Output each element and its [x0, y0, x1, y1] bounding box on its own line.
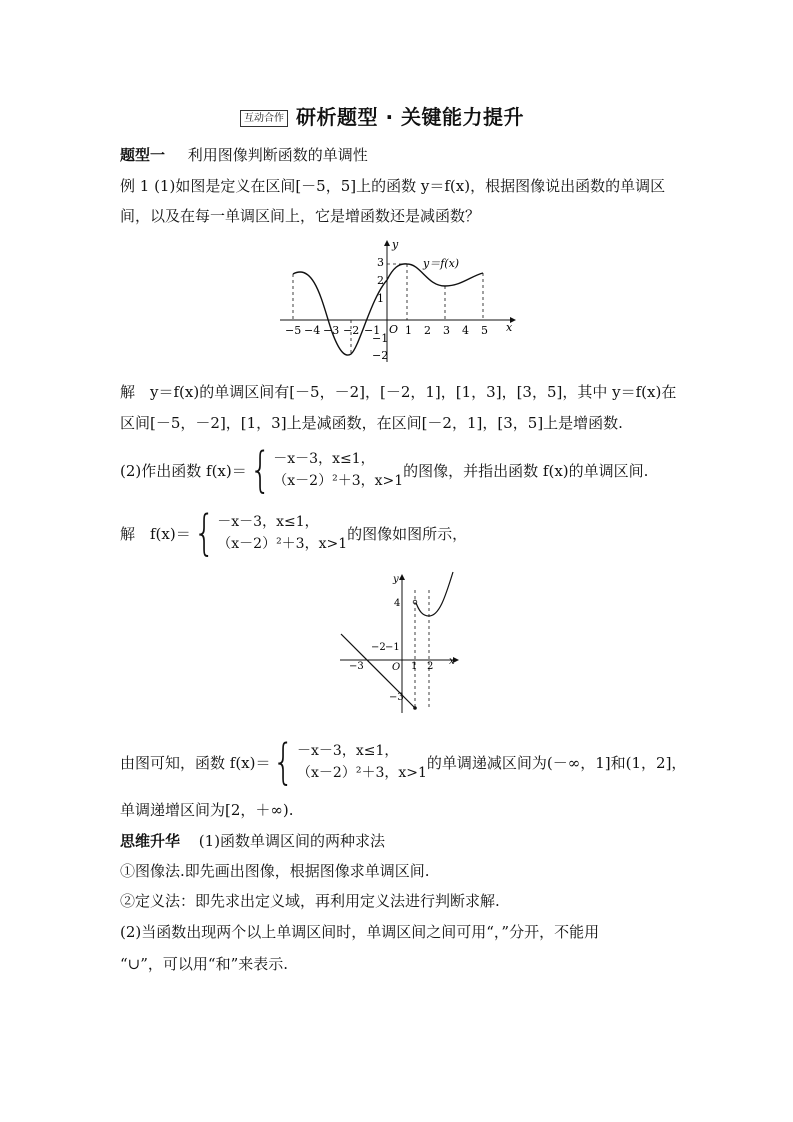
part2-case2: （x－2）²＋3，x>1 [273, 473, 404, 489]
solution2-case1: －x－3，x≤1， [217, 514, 319, 530]
solution2-case2: （x－2）²＋3，x>1 [217, 536, 348, 552]
graph2-tick-ym3: −3 [389, 692, 404, 703]
type-heading [120, 145, 368, 165]
conclusion-brace: { [273, 734, 295, 790]
graph1-ytick-m1: −1 [372, 332, 389, 345]
solution1-line1: 解 y＝f(x)的单调区间有[－5，－2]，[－2，1]，[1，3]，[3，5]，其中 y＝f(x)在 [120, 383, 677, 401]
conclusion-suffix: 的单调递减区间为(－∞，1]和(1，2]， [426, 753, 687, 772]
graph2-tick-m2: −2 [371, 642, 386, 653]
conclusion-line2: 单调递增区间为[2，＋∞). [120, 801, 294, 819]
summary-line2: ①图像法.即先画出图像，根据图像求单调区间. [120, 862, 430, 880]
solution2-cases [217, 511, 347, 555]
summary-line4: (2)当函数出现两个以上单调区间时，单调区间之间可用“，”分开，不能用 [120, 923, 600, 941]
section-badge: 互动合作 [240, 110, 288, 127]
part2-statement [120, 442, 649, 498]
graph1-xtick-5: 5 [481, 324, 488, 337]
graph2-y-arrow [399, 574, 405, 580]
conclusion-prefix: 由图可知，函数 f(x)＝ [120, 753, 271, 772]
graph2-parabola [415, 572, 453, 616]
conclusion-case2: （x－2）²＋3，x>1 [297, 765, 427, 781]
part2-suffix: 的图像，并指出函数 f(x)的单调区间. [403, 461, 649, 480]
graph1-xtick-1: 1 [405, 324, 412, 337]
graph2-tick-y4: 4 [394, 598, 401, 609]
graph1-ytick-2: 2 [377, 274, 384, 287]
graph1-xtick-m3: −3 [323, 324, 340, 337]
summary-heading [120, 831, 385, 851]
graph2-tick-1: 1 [411, 661, 418, 672]
part2-prefix: (2)作出函数 f(x)＝ [120, 461, 247, 480]
conclusion-statement [120, 734, 687, 790]
graph2-tick-m1: −1 [385, 642, 400, 653]
graph1-xtick-m2: −2 [343, 324, 360, 337]
graph-1 [275, 236, 520, 366]
type-heading-label: 题型一 [120, 146, 166, 164]
example1-line2: 间，以及在每一单调区间上，它是增函数还是减函数？ [120, 207, 481, 225]
solution2-suffix: 的图像如图所示， [347, 524, 468, 543]
conclusion-case1: －x－3，x≤1， [297, 743, 399, 759]
summary-line3: ②定义法：即先求出定义域，再利用定义法进行判断求解. [120, 892, 500, 910]
graph1-y-ticks [372, 256, 388, 362]
graph2-origin: O [392, 662, 401, 673]
graph-2 [335, 568, 465, 716]
graph1-y-label: y [392, 238, 399, 251]
graph2-guides [415, 590, 429, 708]
summary-label: 思维升华 [120, 832, 181, 850]
solution2-statement [120, 505, 468, 561]
solution2-prefix: 解 f(x)＝ [120, 524, 191, 543]
part2-cases [273, 448, 403, 492]
graph1-xtick-m4: −4 [304, 324, 321, 337]
example1-line1: 例 1 (1)如图是定义在区间[－5，5]上的函数 y＝f(x)，根据图像说出函数的单调区 [120, 177, 666, 195]
graph1-x-label: x [506, 321, 513, 334]
part2-case1: －x－3，x≤1， [273, 451, 375, 467]
graph2-x-label: x [449, 656, 455, 667]
section-title: 研析题型 · 关键能力提升 [296, 105, 525, 129]
graph1-origin: O [389, 323, 399, 336]
solution1-line2: 区间[－5，－2]，[1，3]上是减函数，在区间[－2，1]，[3，5]上是增函数. [120, 414, 623, 432]
graph2-tick-2: 2 [427, 661, 434, 672]
type-heading-text: 利用图像判断函数的单调性 [187, 146, 368, 164]
graph1-xtick-3: 3 [443, 324, 450, 337]
solution2-brace: { [193, 505, 215, 561]
summary-line5: “∪”，可以用“和”来表示. [120, 955, 289, 973]
graph1-ytick-1: 1 [377, 292, 384, 305]
part2-brace: { [249, 442, 271, 498]
conclusion-cases [297, 740, 427, 784]
graph2-tick-xm3: −3 [349, 661, 364, 672]
graph2-ticks [349, 598, 433, 703]
graph1-ytick-3: 3 [377, 256, 384, 269]
graph1-func-label: y＝f(x) [423, 257, 460, 270]
graph2-y-label: y [393, 574, 399, 585]
graph1-y-arrow [384, 240, 390, 246]
graph1-xtick-m1: −1 [364, 324, 381, 337]
graph1-xtick-2: 2 [424, 324, 431, 337]
graph1-ytick-m2: −2 [372, 349, 389, 362]
graph1-xtick-m5: −5 [285, 324, 302, 337]
graph1-xtick-4: 4 [462, 324, 469, 337]
summary-line1: (1)函数单调区间的两种求法 [198, 832, 386, 850]
